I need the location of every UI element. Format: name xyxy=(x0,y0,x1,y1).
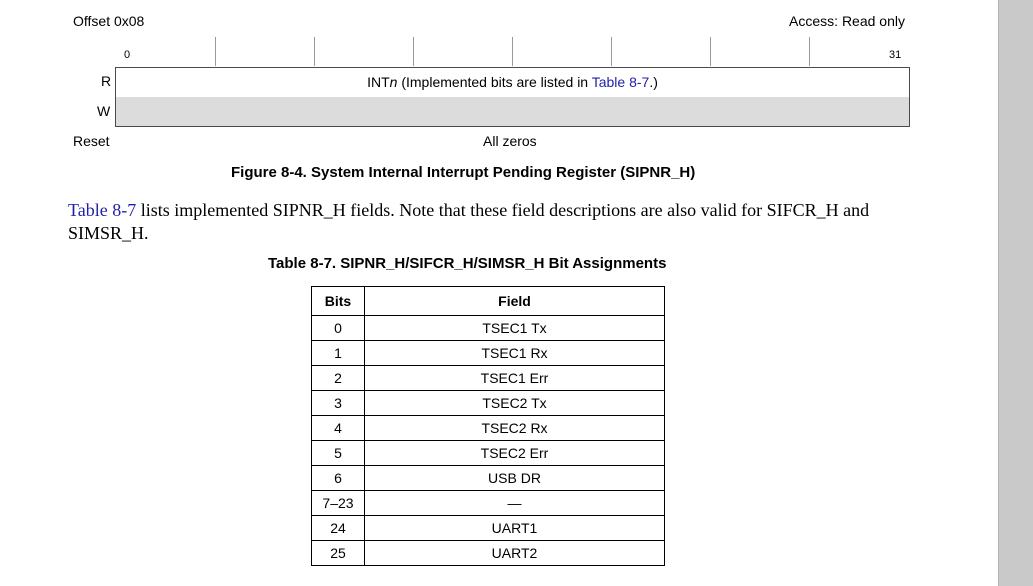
reset-value: All zeros xyxy=(483,133,537,149)
table-row xyxy=(312,341,665,366)
bit-tick xyxy=(611,37,612,66)
bit-tick xyxy=(512,37,513,66)
cell-field: USB DR xyxy=(365,466,665,491)
cell-bits: 1 xyxy=(312,341,365,366)
cell-field: TSEC1 Tx xyxy=(365,316,665,341)
cell-bits: 24 xyxy=(312,516,365,541)
header-field: Field xyxy=(365,287,665,316)
field-note-post: .) xyxy=(649,74,658,90)
access-label: Access: Read only xyxy=(789,13,905,29)
cell-field: TSEC2 Err xyxy=(365,441,665,466)
bit-assignments-table xyxy=(311,286,665,566)
field-prefix: INT xyxy=(367,74,390,90)
cell-field: TSEC2 Tx xyxy=(365,391,665,416)
cell-field: TSEC1 Rx xyxy=(365,341,665,366)
cell-field: TSEC2 Rx xyxy=(365,416,665,441)
table-header-row xyxy=(312,287,665,316)
table-row xyxy=(312,441,665,466)
table-row xyxy=(312,416,665,441)
bit-tick xyxy=(710,37,711,66)
bit-tick xyxy=(314,37,315,66)
cell-field: TSEC1 Err xyxy=(365,366,665,391)
table-row xyxy=(312,316,665,341)
table-row xyxy=(312,391,665,416)
figure-caption: Figure 8-4. System Internal Interrupt Pending Register (SIPNR_H) xyxy=(231,164,696,181)
row-w-label: W xyxy=(97,103,111,119)
cell-bits: 25 xyxy=(312,541,365,566)
cell-bits: 3 xyxy=(312,391,365,416)
cell-bits: 5 xyxy=(312,441,365,466)
bit-tick xyxy=(413,37,414,66)
cell-bits: 0 xyxy=(312,316,365,341)
table-row xyxy=(312,466,665,491)
cell-bits: 2 xyxy=(312,366,365,391)
cell-field: UART2 xyxy=(365,541,665,566)
cell-bits: 6 xyxy=(312,466,365,491)
bit-tick xyxy=(215,37,216,66)
cell-bits: 4 xyxy=(312,416,365,441)
table-row xyxy=(312,366,665,391)
field-table-link[interactable]: Table 8-7 xyxy=(591,74,650,90)
bit-start-label: 0 xyxy=(124,49,131,61)
bit-end-label: 31 xyxy=(889,49,902,61)
field-note-pre: (Implemented bits are listed in xyxy=(397,74,592,90)
body-paragraph xyxy=(68,199,928,245)
header-bits: Bits xyxy=(312,287,365,316)
table-row xyxy=(312,491,665,516)
table-row xyxy=(312,516,665,541)
side-gutter xyxy=(998,0,1033,586)
cell-field: — xyxy=(365,491,665,516)
paragraph-text: lists implemented SIPNR_H fields. Note that these field descriptions are also valid for SIFCR_H and SIMSR_H. xyxy=(68,200,870,243)
register-field-text xyxy=(116,74,909,90)
bit-tick xyxy=(809,37,810,66)
paragraph-table-link[interactable]: Table 8-7 xyxy=(68,200,137,220)
reset-label: Reset xyxy=(73,133,110,149)
offset-label: Offset 0x08 xyxy=(73,13,145,29)
register-read-row xyxy=(115,67,910,98)
table-caption: Table 8-7. SIPNR_H/SIFCR_H/SIMSR_H Bit Assignments xyxy=(268,255,667,272)
field-italic-n: n xyxy=(389,74,398,90)
cell-field: UART1 xyxy=(365,516,665,541)
register-write-row xyxy=(115,97,910,127)
row-r-label: R xyxy=(101,73,112,89)
table-row xyxy=(312,541,665,566)
cell-bits: 7–23 xyxy=(312,491,365,516)
